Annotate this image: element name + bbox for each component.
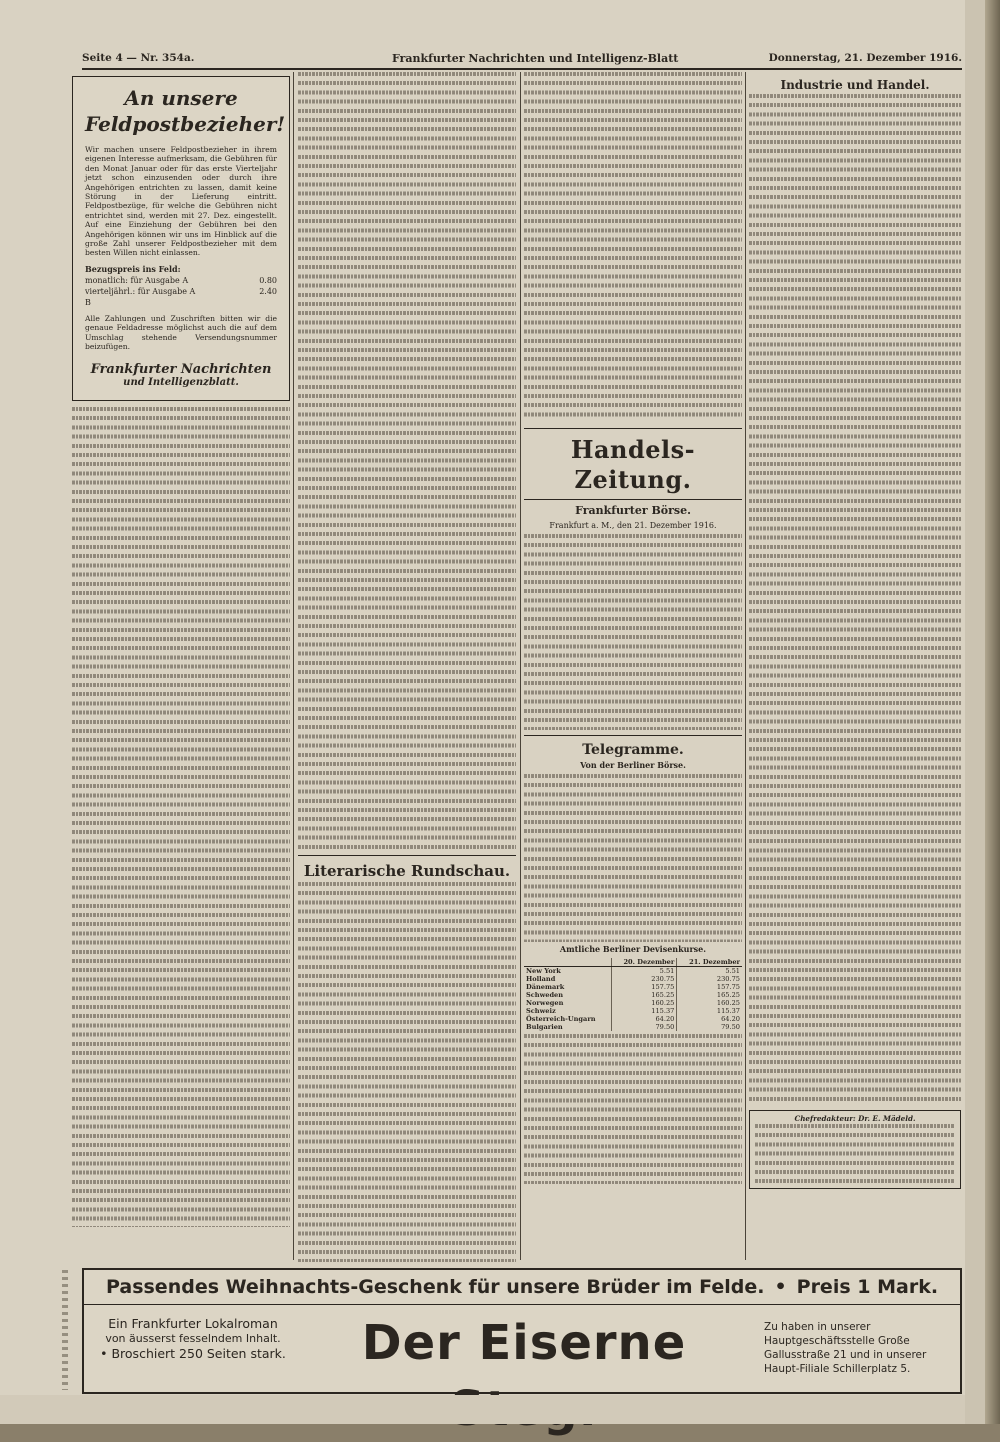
table-row: Holland 230.75 230.75 xyxy=(526,975,740,983)
table-row: Dänemark 157.75 157.75 xyxy=(526,983,740,991)
column-rule xyxy=(745,72,746,1260)
trade-section-title: Handels-Zeitung. xyxy=(570,435,696,494)
ad-desc-line3: • Broschiert 250 Seiten stark. xyxy=(100,1346,286,1361)
table-header-row xyxy=(524,958,742,967)
notice-heading-line1: An unsere xyxy=(124,86,238,110)
page-edge xyxy=(985,0,1000,1424)
ad-description xyxy=(98,1316,288,1361)
notice-signature-line1: Frankfurter Nachrichten xyxy=(90,361,272,377)
notice-heading-line2: Feldpostbezieher! xyxy=(85,112,286,136)
table-row: Schweiz 115.37 115.37 xyxy=(526,1007,740,1015)
ad-headline xyxy=(84,1270,960,1305)
issue-date: Donnerstag, 21. Dezember 1916. xyxy=(768,52,962,64)
ad-desc-line2: von äusserst fesselndem Inhalt. xyxy=(105,1332,281,1345)
column-1-article-text xyxy=(72,407,290,1227)
column-2 xyxy=(298,72,516,1262)
table-row: Norwegen 160.25 160.25 xyxy=(526,999,740,1007)
page-bottom-margin xyxy=(0,1395,985,1424)
notice-body: Wir machen unsere Feldpostbezieher in ihrem eigenen Interesse aufmerksam, die Gebühren für den Monat Januar oder für das erste Vierteljahr jetzt schon einzusenden oder durch ihre Angehörigen entrichten zu lassen, damit keine Störung in der Lieferung eintritt. Feldpostbezüge, für welche die Gebühren nicht entrichtet sind, werden mit 27. Dez. eingestellt. Auf eine Einziehung der Gebühren bei den Angehörigen können wir uns im Hinblick auf die große Zahl unserer Feldpostbezieher mit dem besten Willen nicht einlassen. xyxy=(85,145,277,258)
telegrams-subtitle: Von der Berliner Börse. xyxy=(580,760,686,770)
newspaper-title: Frankfurter Nachrichten und Intelligenz-Blatt xyxy=(392,52,679,65)
frankfurt-exchange-title: Frankfurter Börse. xyxy=(575,504,691,517)
page-number: Seite 4 — Nr. 354a. xyxy=(82,52,195,64)
price-quarterly: vierteljährl.: für Ausgabe A 2.40 xyxy=(85,286,277,296)
column-rule xyxy=(520,72,521,1260)
new-york-report xyxy=(524,1034,742,1184)
page-gutter xyxy=(965,0,985,1424)
berlin-exchange-report xyxy=(524,774,742,942)
telegrams-title: Telegramme. xyxy=(582,742,684,758)
column-rule xyxy=(293,72,294,1260)
subscriber-notice-box xyxy=(72,76,290,401)
column-3 xyxy=(524,72,742,1262)
column-4 xyxy=(749,72,961,1262)
frankfurt-exchange-dateline: Frankfurt a. M., den 21. Dezember 1916. xyxy=(549,521,717,530)
exchange-rate-table xyxy=(524,958,742,1031)
section-divider xyxy=(524,735,742,736)
price-monthly: monatlich: für Ausgabe A 0.80 xyxy=(85,275,277,285)
page-header xyxy=(82,52,962,70)
imprint-text xyxy=(755,1124,955,1184)
literary-review-text xyxy=(298,882,516,1262)
book-advertisement xyxy=(82,1268,962,1394)
imprint-title: Chefredakteur: Dr. E. Mädeld. xyxy=(794,1114,916,1123)
bullet-icon: • xyxy=(774,1276,787,1298)
table-row: Österreich-Ungarn 64.20 64.20 xyxy=(526,1015,740,1023)
ad-desc-line1: Ein Frankfurter Lokalroman xyxy=(108,1316,278,1331)
table-header: 21. Dezember xyxy=(677,958,742,967)
table-header: 20. Dezember xyxy=(611,958,677,967)
column-1 xyxy=(72,72,290,1262)
table-row: New York 5.51 5.51 xyxy=(526,967,740,975)
ad-book-title: Der Eiserne xyxy=(361,1315,687,1371)
notice-footer: Alle Zahlungen und Zuschriften bitten wir die genaue Feldadresse möglichst auch die auf dem Umschlag stehende Versendungsnummer beizufügen. xyxy=(85,313,277,352)
ad-price: Preis 1 Mark. xyxy=(796,1276,939,1298)
table-row: Schweden 165.25 165.25 xyxy=(526,991,740,999)
section-divider xyxy=(298,855,516,856)
notice-signature-line2: und Intelligenzblatt. xyxy=(123,376,239,388)
exchange-rate-table-title: Amtliche Berliner Devisenkurse. xyxy=(559,944,707,954)
industry-section-text xyxy=(749,94,961,1104)
frankfurt-exchange-report xyxy=(524,534,742,730)
price-title: Bezugspreis ins Feld: xyxy=(85,263,181,274)
column-2-article-text xyxy=(298,72,516,850)
literary-review-title: Literarische Rundschau. xyxy=(303,862,511,880)
industry-section-title: Industrie und Handel. xyxy=(780,78,930,92)
price-list xyxy=(85,264,277,308)
bullet-icon: • xyxy=(100,1346,112,1361)
column-3-article-text xyxy=(524,72,742,420)
trade-section-header xyxy=(524,428,742,500)
margin-marks xyxy=(62,1270,68,1390)
table-row: Bulgarien 79.50 79.50 xyxy=(526,1023,740,1031)
imprint-box xyxy=(749,1110,961,1189)
price-b: B xyxy=(85,297,91,307)
ad-headline-text: Passendes Weihnachts-Geschenk für unsere Brüder im Felde. xyxy=(105,1276,765,1298)
table-header xyxy=(524,958,611,967)
ad-where-to-buy: Zu haben in unserer Hauptgeschäftsstelle Große Gallusstraße 21 und in unserer Haupt-Filiale Schillerplatz 5. xyxy=(764,1321,927,1375)
